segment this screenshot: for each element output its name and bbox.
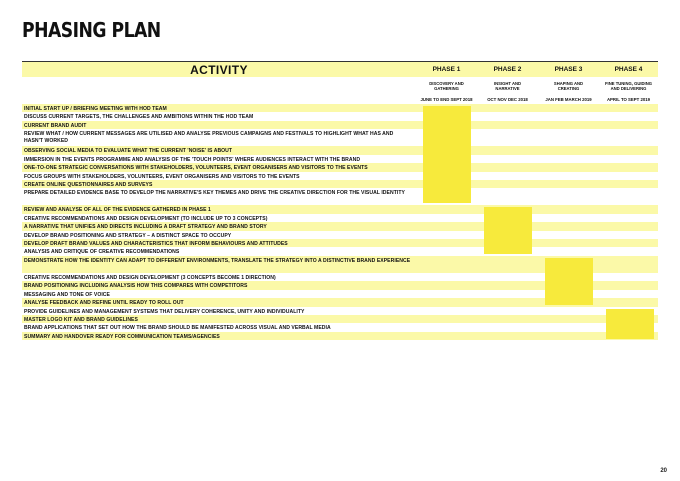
activity-text: REVIEW AND ANALYSE OF ALL OF THE EVIDENCE GATHERED IN PHASE 1 bbox=[24, 207, 211, 214]
phase-3-cell bbox=[536, 121, 597, 129]
table-row bbox=[22, 146, 658, 154]
phase-2-cell bbox=[475, 273, 536, 281]
phase-3-cell bbox=[536, 307, 597, 315]
phase-3-header: PHASE 3 bbox=[538, 61, 599, 77]
activity-text: BRAND POSITIONING INCLUDING ANALYSIS HOW THIS COMPARES WITH COMPETITORS bbox=[24, 283, 248, 290]
phase-4-header: PHASE 4 bbox=[599, 61, 658, 77]
phase-4-cell bbox=[597, 180, 658, 188]
phase-3-bar bbox=[545, 258, 593, 305]
phase-1-cell bbox=[414, 315, 475, 323]
table-row bbox=[22, 247, 658, 255]
activity-text: DEVELOP DRAFT BRAND VALUES AND CHARACTERISTICS THAT INFORM BEHAVIOURS AND ATTITUDES bbox=[24, 241, 288, 248]
phase-4-cell bbox=[597, 256, 658, 273]
table-row bbox=[22, 155, 658, 163]
table-row bbox=[22, 188, 658, 205]
phase-2-cell bbox=[475, 188, 536, 205]
activity-text: OBSERVING SOCIAL MEDIA TO EVALUATE WHAT THE CURRENT 'NOISE' IS ABOUT bbox=[24, 148, 233, 155]
table-row bbox=[22, 121, 658, 129]
phase-2-cell bbox=[475, 112, 536, 120]
table-row bbox=[22, 112, 658, 120]
activity-text: ANALYSE FEEDBACK AND REFINE UNTIL READY TO ROLL OUT bbox=[24, 300, 184, 307]
table-row bbox=[22, 239, 658, 247]
phase-4-cell bbox=[597, 205, 658, 213]
phase-3-cell bbox=[536, 112, 597, 120]
phase-2-cell bbox=[475, 290, 536, 298]
phase-4-cell bbox=[597, 239, 658, 247]
phase-2-cell bbox=[475, 307, 536, 315]
phase-3-cell bbox=[536, 205, 597, 213]
phase-4-cell bbox=[597, 104, 658, 112]
phase-1-dates: JUNE TO END SEPT 2018 bbox=[420, 96, 473, 102]
table-row bbox=[22, 180, 658, 188]
table-row bbox=[22, 172, 658, 180]
phase-1-cell bbox=[414, 231, 475, 239]
activity-text: CREATIVE RECOMMENDATIONS AND DESIGN DEVELOPMENT (3 CONCEPTS BECOME 1 DIRECTION) bbox=[24, 274, 276, 281]
phase-3-dates: JAN FEB MARCH 2019 bbox=[545, 96, 592, 102]
phase-3-cell bbox=[536, 163, 597, 171]
activity-text: PREPARE DETAILED EVIDENCE BASE TO DEVELOP THE NARRATIVE'S KEY THEMES AND DRIVE THE CREATIVE DIRECTION FOR THE VISUAL IDENTITY bbox=[24, 190, 405, 197]
activity-text: DEMONSTRATE HOW THE IDENTITY CAN ADAPT TO DIFFERENT ENVIRONMENTS, TRANSLATE THE STRATEGY INTO A DISTINCTIVE BRAND EXPERIENCE bbox=[24, 257, 411, 264]
activity-text: SUMMARY AND HANDOVER READY FOR COMMUNICATION TEAMS/AGENCIES bbox=[24, 333, 220, 340]
activity-text: DISCUSS CURRENT TARGETS, THE CHALLENGES AND AMBITIONS WITHIN THE HOD TEAM bbox=[24, 114, 254, 121]
phase-4-cell bbox=[597, 155, 658, 163]
phase-2-cell bbox=[475, 129, 536, 146]
phase-3-cell bbox=[536, 222, 597, 230]
phase-2-cell bbox=[475, 180, 536, 188]
table-row bbox=[22, 214, 658, 222]
activity-text: DEVELOP BRAND POSITIONING AND STRATEGY – A DISTINCT SPACE TO OCCUPY bbox=[24, 232, 232, 239]
table-row bbox=[22, 104, 658, 112]
activity-text: CURRENT BRAND AUDIT bbox=[24, 122, 87, 129]
activity-text: ONE-TO-ONE STRATEGIC CONVERSATIONS WITH STAKEHOLDERS, VOLUNTEERS, EVENT ORGANISERS AND VISITORS TO THE EVENTS bbox=[24, 165, 368, 172]
activity-rows bbox=[22, 104, 658, 340]
activity-text: IMMERSION IN THE EVENTS PROGRAMME AND ANALYSIS OF THE 'TOUCH POINTS' WHERE AUDIENCES INTERACT WITH THE BRAND bbox=[24, 156, 361, 163]
phase-3-cell bbox=[536, 214, 597, 222]
phase-3-cell bbox=[536, 231, 597, 239]
activity-text: CREATIVE RECOMMENDATIONS AND DESIGN DEVELOPMENT (TO INCLUDE UP TO 3 CONCEPTS) bbox=[24, 215, 268, 222]
activity-text: PROVIDE GUIDELINES AND MANAGEMENT SYSTEMS THAT DELIVERY COHERENCE, UNITY AND INDIVIDUALITY bbox=[24, 308, 305, 315]
phase-2-cell bbox=[475, 121, 536, 129]
phase-2-header: PHASE 2 bbox=[477, 61, 538, 77]
phase-4-cell bbox=[597, 281, 658, 289]
phase-1-cell bbox=[414, 205, 475, 213]
activity-text: REVIEW WHAT / HOW CURRENT MESSAGES ARE UTILISED AND ANALYSE PREVIOUS CAMPAIGNS AND FESTIVALS TO HIGHLIGHT WHAT HAS AND HASN'T WORKED bbox=[24, 131, 394, 144]
phase-4-cell bbox=[597, 129, 658, 146]
phase-4-cell bbox=[597, 214, 658, 222]
phase-2-cell bbox=[475, 298, 536, 306]
phase-4-cell bbox=[597, 247, 658, 255]
phase-3-cell bbox=[536, 315, 597, 323]
table-row bbox=[22, 332, 658, 340]
activity-header: ACTIVITY bbox=[22, 61, 416, 77]
phase-2-cell bbox=[475, 256, 536, 273]
phase-4-description: FINE TUNING, GUIDING AND DELIVERING bbox=[605, 80, 652, 91]
phase-1-cell bbox=[414, 222, 475, 230]
phase-4-cell bbox=[597, 121, 658, 129]
phase-3-cell bbox=[536, 104, 597, 112]
phasing-plan-table bbox=[22, 61, 658, 439]
page-title: PHASING PLAN bbox=[22, 18, 161, 42]
phase-2-dates: OCT NOV DEC 2018 bbox=[487, 96, 528, 102]
activity-text: INITIAL START UP / BRIEFING MEETING WITH HOD TEAM bbox=[24, 106, 167, 112]
activity-text: FOCUS GROUPS WITH STAKEHOLDERS, VOLUNTEERS, EVENT ORGANISERS AND VISITORS TO THE EVENTS bbox=[24, 173, 300, 180]
phase-4-cell bbox=[597, 222, 658, 230]
phase-1-cell bbox=[414, 323, 475, 331]
phase-2-cell bbox=[475, 163, 536, 171]
phase-2-cell bbox=[475, 155, 536, 163]
table-row bbox=[22, 205, 658, 213]
phase-3-cell bbox=[536, 188, 597, 205]
phase-1-header: PHASE 1 bbox=[416, 61, 477, 77]
phase-1-cell bbox=[414, 256, 475, 273]
phase-3-cell bbox=[536, 239, 597, 247]
phase-4-cell bbox=[597, 273, 658, 281]
phase-1-cell bbox=[414, 247, 475, 255]
phase-1-cell bbox=[414, 214, 475, 222]
phase-1-description: DISCOVERY AND GATHERING bbox=[429, 80, 464, 91]
phase-4-cell bbox=[597, 290, 658, 298]
phase-1-cell bbox=[414, 273, 475, 281]
phase-1-cell bbox=[414, 298, 475, 306]
phase-4-cell bbox=[597, 231, 658, 239]
phase-2-cell bbox=[475, 323, 536, 331]
phase-4-cell bbox=[597, 298, 658, 306]
phase-3-cell bbox=[536, 155, 597, 163]
phase-1-cell bbox=[414, 281, 475, 289]
phase-4-cell bbox=[597, 146, 658, 154]
activity-text: ANALYSIS AND CRITIQUE OF CREATIVE RECOMMENDATIONS bbox=[24, 249, 180, 256]
phase-3-cell bbox=[536, 172, 597, 180]
phase-1-cell bbox=[414, 307, 475, 315]
table-row bbox=[22, 163, 658, 171]
phase-2-cell bbox=[475, 315, 536, 323]
phase-1-bar bbox=[423, 106, 471, 203]
activity-header-spacer bbox=[22, 77, 416, 104]
phase-2-cell bbox=[475, 146, 536, 154]
phase-3-description: SHAPING AND CREATING bbox=[553, 80, 584, 91]
phase-4-cell bbox=[597, 188, 658, 205]
phase-2-cell bbox=[475, 281, 536, 289]
phase-2-description: INSIGHT AND NARRATIVE bbox=[493, 80, 522, 91]
table-row bbox=[22, 307, 658, 315]
phase-2-bar bbox=[484, 207, 532, 254]
phase-2-cell bbox=[475, 172, 536, 180]
table-row bbox=[22, 315, 658, 323]
phase-1-cell bbox=[414, 332, 475, 340]
phase-3-cell bbox=[536, 129, 597, 146]
phase-3-cell bbox=[536, 247, 597, 255]
activity-text: BRAND APPLICATIONS THAT SET OUT HOW THE BRAND SHOULD BE MANIFESTED ACROSS VISUAL AND VERBAL MEDIA bbox=[24, 325, 331, 332]
phase-4-cell bbox=[597, 112, 658, 120]
activity-text: MESSAGING AND TONE OF VOICE bbox=[24, 291, 110, 298]
phase-3-cell bbox=[536, 146, 597, 154]
table-row bbox=[22, 222, 658, 230]
phase-3-cell bbox=[536, 180, 597, 188]
table-header bbox=[22, 61, 658, 104]
table-row bbox=[22, 323, 658, 331]
activity-text: CREATE ONLINE QUESTIONNAIRES AND SURVEYS bbox=[24, 181, 153, 188]
phase-4-dates: APRIL TO SEPT 2019 bbox=[606, 96, 651, 102]
phase-3-cell bbox=[536, 323, 597, 331]
phase-4-bar bbox=[606, 309, 654, 339]
phase-4-cell bbox=[597, 163, 658, 171]
page-number: 20 bbox=[660, 468, 667, 474]
activity-text: A NARRATIVE THAT UNIFIES AND DIRECTS INCLUDING A DRAFT STRATEGY AND BRAND STORY bbox=[24, 224, 267, 231]
table-row bbox=[22, 129, 658, 146]
phase-4-cell bbox=[597, 172, 658, 180]
phase-3-cell bbox=[536, 332, 597, 340]
phase-2-cell bbox=[475, 104, 536, 112]
table-row bbox=[22, 231, 658, 239]
phase-1-cell bbox=[414, 239, 475, 247]
activity-text: MASTER LOGO KIT AND BRAND GUIDELINES bbox=[24, 316, 138, 323]
phase-2-cell bbox=[475, 332, 536, 340]
phase-1-cell bbox=[414, 290, 475, 298]
